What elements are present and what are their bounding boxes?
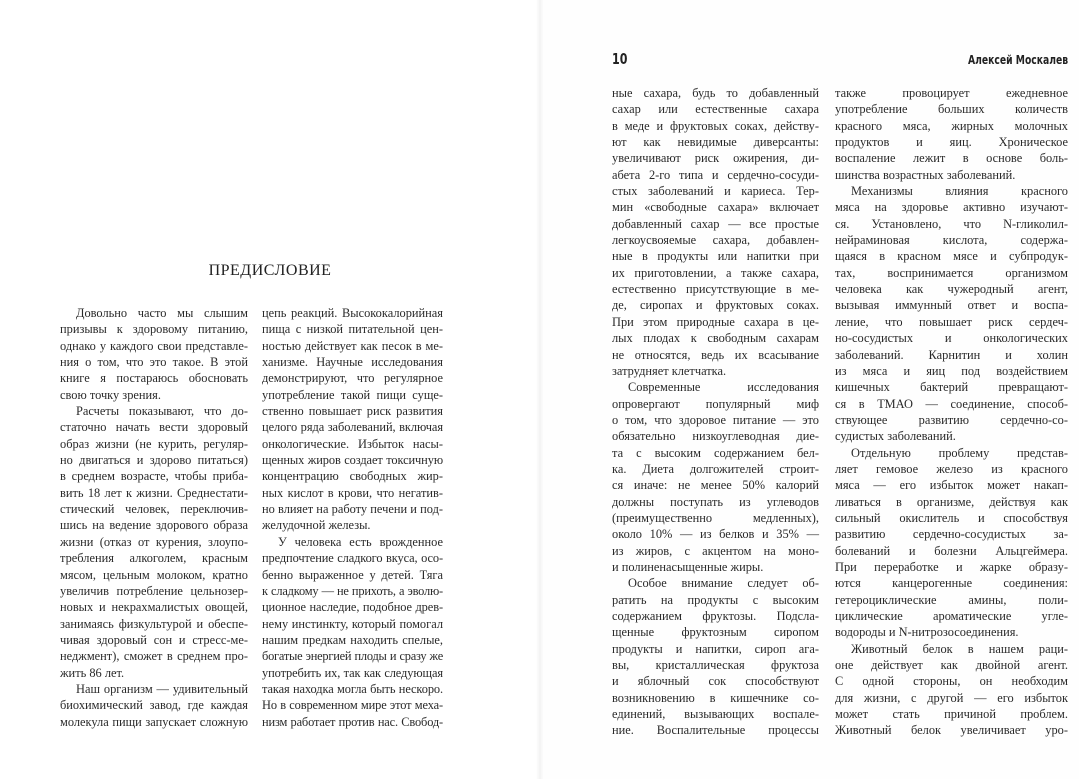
text-line bbox=[612, 722, 819, 738]
text-line-content: ся в ТМАО — соединение, способ- bbox=[835, 396, 1068, 411]
text-line bbox=[60, 354, 248, 370]
text-line bbox=[612, 167, 819, 183]
text-line-content: целого ряда заболеваний, включая bbox=[262, 420, 443, 435]
text-line-content: должны поступать из углеводов bbox=[612, 494, 819, 509]
text-line-content: в среднем возрасте, чтобы приба- bbox=[60, 469, 248, 484]
text-line-content: свою точку зрения. bbox=[60, 387, 161, 402]
text-line bbox=[835, 706, 1068, 722]
text-line bbox=[612, 183, 819, 199]
text-line bbox=[262, 321, 443, 337]
text-line bbox=[835, 445, 1068, 461]
text-line bbox=[262, 387, 443, 403]
text-line bbox=[612, 673, 819, 689]
text-line-content: продуктов и яиц. Хроническое bbox=[835, 135, 1068, 150]
text-line-content: Но в современном мире этот меха- bbox=[262, 698, 443, 713]
text-line bbox=[60, 567, 248, 583]
text-line bbox=[262, 697, 443, 713]
text-line bbox=[60, 517, 248, 533]
text-line bbox=[835, 657, 1068, 673]
text-line bbox=[60, 436, 248, 452]
text-line bbox=[60, 616, 248, 632]
text-line-content: опровергают популярный миф bbox=[612, 396, 819, 411]
text-line bbox=[612, 657, 819, 673]
text-line bbox=[60, 648, 248, 664]
text-line bbox=[60, 501, 248, 517]
text-line bbox=[262, 616, 443, 632]
text-line bbox=[262, 452, 443, 468]
text-line bbox=[612, 118, 819, 134]
text-line bbox=[612, 445, 819, 461]
text-line-content: о том, что здоровое питание — это bbox=[612, 412, 819, 427]
text-line bbox=[60, 485, 248, 501]
text-line bbox=[835, 526, 1068, 542]
text-line-content: однако у каждого свои представле- bbox=[60, 338, 248, 353]
text-line-content: затрудняет клетчатка. bbox=[612, 363, 727, 378]
text-line-content: но двигаться и здорово питаться) bbox=[60, 453, 248, 468]
text-line-content: онкологические. Избыток насы- bbox=[262, 436, 443, 451]
text-line-content: и полиненасыщенные жиры. bbox=[612, 559, 764, 574]
text-line bbox=[835, 461, 1068, 477]
text-line bbox=[612, 379, 819, 395]
text-line-content: мяса — его избыток может накап- bbox=[835, 478, 1068, 493]
text-line bbox=[612, 477, 819, 493]
text-line bbox=[262, 419, 443, 435]
text-line-content: ные сахара, будь то добавленный bbox=[612, 86, 819, 100]
text-line bbox=[835, 412, 1068, 428]
text-line bbox=[262, 599, 443, 615]
text-line-content: (преимущественно медленных), bbox=[612, 510, 819, 525]
text-line bbox=[835, 85, 1068, 101]
text-line bbox=[60, 403, 248, 419]
text-line bbox=[612, 575, 819, 591]
text-line-content: легкоусвояемые сахара, добавлен- bbox=[612, 233, 819, 248]
chapter-title: ПРЕДИСЛОВИЕ bbox=[208, 262, 332, 279]
text-line bbox=[835, 543, 1068, 559]
text-line-content: такая находка могла быть нескоро. bbox=[262, 681, 443, 696]
text-line-content: циклические ароматические угле- bbox=[835, 609, 1068, 623]
text-line bbox=[612, 396, 819, 412]
text-line-content: человека как чужеродный агент, bbox=[835, 282, 1068, 297]
text-line bbox=[60, 665, 248, 681]
text-line-content: абета 2-го типа и сердечно-сосуди- bbox=[612, 167, 819, 182]
text-line-content: книге я постараюсь обосновать bbox=[60, 371, 248, 386]
text-line-content: ление, что повышает риск сердеч- bbox=[835, 314, 1068, 329]
text-line bbox=[262, 403, 443, 419]
text-line bbox=[612, 314, 819, 330]
text-line-content: около 10% — из белков и 35% — bbox=[612, 527, 819, 542]
text-line-content: обязательно низкоуглеводная дие- bbox=[612, 429, 819, 444]
text-line-content: богатые энергией плоды и сразу же bbox=[262, 649, 443, 664]
text-line bbox=[835, 118, 1068, 134]
text-line bbox=[612, 412, 819, 428]
text-line-content: демонстрируют, что регулярное bbox=[262, 371, 443, 386]
text-line-content: ционное наследие, подобное древ- bbox=[262, 600, 443, 615]
text-line bbox=[612, 690, 819, 706]
text-line bbox=[262, 436, 443, 452]
text-line bbox=[612, 134, 819, 150]
text-line bbox=[60, 321, 248, 337]
text-column-right-1 bbox=[612, 85, 819, 739]
text-line-content: При этом природные сахара в це- bbox=[612, 314, 819, 329]
text-line bbox=[835, 199, 1068, 215]
text-line bbox=[835, 575, 1068, 591]
text-line bbox=[60, 305, 248, 321]
text-line bbox=[60, 599, 248, 615]
text-line bbox=[60, 370, 248, 386]
text-line-content: вызывая иммунный ответ и воспа- bbox=[835, 298, 1068, 313]
text-line bbox=[60, 714, 248, 730]
text-line bbox=[835, 592, 1068, 608]
text-line-content: сахар или естественные сахара bbox=[612, 102, 819, 117]
text-line bbox=[612, 592, 819, 608]
text-line bbox=[835, 297, 1068, 313]
text-line-content: не относятся, ведь их всасывание bbox=[612, 347, 819, 362]
text-line-content: стых заболеваний и кариеса. Тер- bbox=[612, 184, 819, 199]
text-line-content: Довольно часто мы слышим bbox=[76, 306, 248, 320]
text-line bbox=[612, 510, 819, 526]
text-line-content: употребить их, так как следующая bbox=[262, 665, 443, 680]
text-line bbox=[612, 265, 819, 281]
text-line-content: мяса на здоровье активно изучают- bbox=[835, 200, 1068, 215]
text-line-content: требления алкоголем, красным bbox=[60, 551, 248, 566]
text-line-content: неджмент), сможет в среднем про- bbox=[60, 649, 248, 664]
text-line-content: цепь реакций. Высококалорийная bbox=[262, 306, 443, 320]
text-line bbox=[612, 330, 819, 346]
text-line bbox=[835, 559, 1068, 575]
text-line-content: употребление больших количеств bbox=[835, 102, 1068, 117]
text-line-content: низм работает против нас. Свобод- bbox=[262, 714, 443, 729]
text-line bbox=[612, 363, 819, 379]
text-line-content: из жиров, с акцентом на моно- bbox=[612, 543, 819, 558]
text-line-content: может стать причиной проблем. bbox=[835, 707, 1068, 722]
text-line-content: желудочной железы. bbox=[262, 518, 371, 533]
text-line bbox=[60, 452, 248, 468]
text-line bbox=[612, 232, 819, 248]
text-line-content: из мяса и яиц под воздействием bbox=[835, 363, 1068, 378]
running-header-author: Алексей Москалев bbox=[967, 52, 1068, 67]
text-line bbox=[612, 706, 819, 722]
text-line-content: ратить на продукты с высоким bbox=[612, 592, 819, 607]
text-line-content: но-сосудистых и онкологических bbox=[835, 331, 1068, 346]
text-line bbox=[835, 722, 1068, 738]
text-line-content: новых и некрахмалистых овощей, bbox=[60, 600, 248, 615]
text-line bbox=[835, 379, 1068, 395]
text-line bbox=[612, 526, 819, 542]
text-line-content: болеваний и болезни Альцгеймера. bbox=[835, 543, 1068, 558]
text-line-content: статочно начать вести здоровый bbox=[60, 420, 248, 435]
text-line-content: Отдельную проблему представ- bbox=[851, 445, 1068, 460]
text-line-content: ются канцерогенные соединения: bbox=[835, 576, 1068, 591]
text-line-content: ливаться в организме, действуя как bbox=[835, 494, 1068, 509]
text-line-content: мин «свободные сахара» включает bbox=[612, 200, 819, 215]
text-line bbox=[612, 216, 819, 232]
text-line bbox=[835, 363, 1068, 379]
text-line-content: увеличив потребление цельнозер- bbox=[60, 583, 248, 598]
text-column-right-2 bbox=[835, 85, 1068, 739]
text-line-content: развитию сердечно-сосудистых за- bbox=[835, 527, 1068, 542]
text-line-content: в меде и фруктовых соках, действу- bbox=[612, 118, 819, 133]
text-line-content: чивая здоровый сон и стресс-ме- bbox=[60, 632, 248, 647]
text-line bbox=[612, 347, 819, 363]
text-line-content: Современные исследования bbox=[628, 380, 819, 395]
text-line bbox=[835, 510, 1068, 526]
text-line bbox=[612, 624, 819, 640]
text-line bbox=[612, 199, 819, 215]
text-line-content: ных кислот в крови, что негатив- bbox=[262, 485, 443, 500]
book-spine bbox=[536, 0, 544, 779]
text-line bbox=[835, 641, 1068, 657]
text-line bbox=[835, 477, 1068, 493]
text-line bbox=[60, 419, 248, 435]
text-line bbox=[835, 281, 1068, 297]
text-line bbox=[262, 485, 443, 501]
text-line bbox=[60, 387, 248, 403]
text-line-content: Наш организм — удивительный bbox=[76, 681, 248, 696]
text-line bbox=[612, 281, 819, 297]
text-column-left-2 bbox=[262, 305, 443, 730]
text-line-content: жизни (отказ от курения, злоупо- bbox=[60, 534, 248, 549]
text-line bbox=[60, 468, 248, 484]
text-line-content: лых плодах к свободным сахарам bbox=[612, 331, 819, 346]
text-line bbox=[835, 314, 1068, 330]
text-line bbox=[835, 330, 1068, 346]
page-number: 10 bbox=[612, 50, 628, 68]
text-line bbox=[262, 583, 443, 599]
text-line bbox=[60, 550, 248, 566]
text-line-content: де, сиропах и фруктовых соках. bbox=[612, 298, 819, 313]
text-line-content: У человека есть врожденное bbox=[278, 534, 443, 549]
text-line bbox=[612, 543, 819, 559]
text-line-content: сильный окислитель и способствуя bbox=[835, 510, 1068, 525]
text-line-content: но влияет на работу печени и под- bbox=[262, 502, 443, 517]
text-line-content: бенно выраженное у детей. Тяга bbox=[262, 567, 443, 582]
text-line-content: продукты и напитки, сироп ага- bbox=[612, 641, 819, 656]
text-line bbox=[262, 567, 443, 583]
text-line-content: нему инстинкту, который помогал bbox=[262, 616, 443, 631]
text-line bbox=[262, 534, 443, 550]
text-line-content: Механизмы влияния красного bbox=[851, 184, 1068, 199]
text-line-content: жить 86 лет. bbox=[60, 665, 125, 680]
text-line-content: вы, кристаллическая фруктоза bbox=[612, 658, 819, 673]
text-line-content: возникновению в кишечнике со- bbox=[612, 690, 819, 705]
text-line-content: их приготовлении, а также сахара, bbox=[612, 265, 819, 280]
text-line-content: ханизме. Научные исследования bbox=[262, 355, 443, 370]
text-line bbox=[60, 583, 248, 599]
text-line bbox=[835, 216, 1068, 232]
text-line-content: щаяся в красном мясе и субпродук- bbox=[835, 249, 1068, 264]
text-line-content: и яблочный сок способствуют bbox=[612, 674, 819, 689]
text-line-content: стический человек, переключив- bbox=[60, 502, 248, 517]
text-line-content: образ жизни (не курить, регуляр- bbox=[60, 436, 248, 451]
text-line bbox=[835, 428, 1068, 444]
text-line bbox=[262, 517, 443, 533]
text-line-content: ствующее развитию сердечно-со- bbox=[835, 412, 1068, 427]
text-line-content: Животный белок в нашем раци- bbox=[851, 641, 1068, 656]
text-line bbox=[262, 714, 443, 730]
text-line-content: пища с низкой питательной цен- bbox=[262, 322, 443, 337]
text-line-content: гетероциклические амины, поли- bbox=[835, 592, 1068, 607]
text-line-content: биохимический завод, где каждая bbox=[60, 698, 248, 713]
text-line-content: щенных жиров создает токсичную bbox=[262, 453, 443, 468]
text-line bbox=[612, 494, 819, 510]
text-line-content: также провоцирует ежедневное bbox=[835, 86, 1068, 100]
text-line-content: нашим предкам находить спелые, bbox=[262, 632, 443, 647]
text-line bbox=[60, 697, 248, 713]
text-line bbox=[835, 150, 1068, 166]
text-line-content: тах, воспринимается организмом bbox=[835, 265, 1068, 280]
text-line-content: ляет гемовое железо из красного bbox=[835, 461, 1068, 476]
text-line bbox=[262, 305, 443, 321]
text-line-content: мясом, цельным молоком, кратно bbox=[60, 567, 248, 582]
text-line-content: содержанием фруктозы. Подсла- bbox=[612, 609, 819, 623]
text-line-content: заболеваний. Карнитин и холин bbox=[835, 347, 1068, 362]
text-line-content: занимаясь физкультурой и обеспе- bbox=[60, 616, 248, 631]
text-line bbox=[262, 632, 443, 648]
text-line-content: молекула пищи запускает сложную bbox=[60, 714, 248, 729]
text-line-content: предпочтение сладкого вкуса, осо- bbox=[262, 551, 443, 566]
text-line bbox=[835, 167, 1068, 183]
text-line-content: оне действует как двойной агент. bbox=[835, 658, 1068, 673]
text-line bbox=[262, 370, 443, 386]
text-line-content: Расчеты показывают, что до- bbox=[76, 404, 248, 419]
text-line-content: увеличивают риск ожирения, ди- bbox=[612, 151, 819, 166]
text-line bbox=[612, 641, 819, 657]
text-line-content: шись на ведение здорового образа bbox=[60, 518, 248, 533]
text-line bbox=[60, 632, 248, 648]
text-line-content: ся иначе: не менее 50% калорий bbox=[612, 478, 819, 493]
text-line-content: щенные фруктозным сиропом bbox=[612, 625, 819, 640]
text-line-content: ностью действует как песок в ме- bbox=[262, 338, 443, 353]
text-line bbox=[262, 665, 443, 681]
text-line-content: ся. Установлено, что N-гликолил- bbox=[835, 216, 1068, 231]
text-line-content: для жизни, с другой — его избыток bbox=[835, 690, 1068, 705]
text-line bbox=[835, 494, 1068, 510]
text-line bbox=[60, 338, 248, 354]
text-line-content: водороды и N-нитрозосоединения. bbox=[835, 625, 1019, 640]
text-line-content: к сладкому — не прихоть, а эволю- bbox=[262, 583, 443, 598]
text-line-content: добавленный сахар — все простые bbox=[612, 216, 819, 231]
text-line-content: естественно присутствующие в ме- bbox=[612, 282, 819, 297]
text-line-content: ные в продукты или напитки при bbox=[612, 249, 819, 264]
text-line bbox=[60, 534, 248, 550]
text-line bbox=[262, 550, 443, 566]
text-line bbox=[835, 248, 1068, 264]
text-line bbox=[612, 248, 819, 264]
text-line bbox=[835, 232, 1068, 248]
text-line bbox=[612, 297, 819, 313]
text-line bbox=[835, 608, 1068, 624]
text-line bbox=[835, 347, 1068, 363]
text-line bbox=[612, 559, 819, 575]
text-line-content: ют как невидимые диверсанты: bbox=[612, 135, 819, 150]
text-line bbox=[835, 183, 1068, 199]
text-line-content: та с высоким содержанием бел- bbox=[612, 445, 819, 460]
text-line-content: Животный белок увеличивает уро- bbox=[835, 723, 1068, 738]
text-line bbox=[612, 150, 819, 166]
text-line-content: воспаление лежит в основе боль- bbox=[835, 151, 1068, 166]
text-line bbox=[835, 690, 1068, 706]
text-line-content: ния о том, что это такое. В этой bbox=[60, 355, 248, 370]
text-line-content: единений, вызывающих воспале- bbox=[612, 707, 819, 722]
text-line-content: красного мяса, жирных молочных bbox=[835, 118, 1068, 133]
text-line-content: вить 18 лет к жизни. Среднестати- bbox=[60, 485, 248, 500]
text-line bbox=[835, 101, 1068, 117]
text-line bbox=[262, 338, 443, 354]
text-line-content: При переработке и жарке образу- bbox=[835, 559, 1068, 574]
text-column-left-1 bbox=[60, 305, 248, 730]
text-line bbox=[262, 681, 443, 697]
text-line bbox=[262, 501, 443, 517]
text-line bbox=[612, 608, 819, 624]
text-line bbox=[612, 85, 819, 101]
text-line-content: употребление такой пищи суще- bbox=[262, 387, 443, 402]
text-line-content: Особое внимание следует об- bbox=[628, 576, 819, 591]
text-line bbox=[835, 673, 1068, 689]
text-line-content: концентрацию свободных жир- bbox=[262, 469, 443, 484]
text-line bbox=[262, 468, 443, 484]
text-line-content: С одной стороны, он необходим bbox=[835, 674, 1068, 689]
text-line-content: ственно повышает риск развития bbox=[262, 404, 443, 419]
text-line bbox=[835, 396, 1068, 412]
text-line-content: нейраминовая кислота, содержа- bbox=[835, 233, 1068, 248]
text-line-content: ние. Воспалительные процессы bbox=[612, 723, 819, 738]
text-line-content: шинства возрастных заболеваний. bbox=[835, 167, 1016, 182]
text-line bbox=[612, 461, 819, 477]
text-line-content: судистых заболеваний. bbox=[835, 429, 956, 444]
text-line bbox=[262, 648, 443, 664]
text-line bbox=[612, 101, 819, 117]
text-line bbox=[60, 681, 248, 697]
text-line-content: ка. Диета долгожителей строит- bbox=[612, 461, 819, 476]
text-line-content: призывы к здоровому питанию, bbox=[60, 322, 248, 337]
text-line-content: кишечных бактерий превращают- bbox=[835, 380, 1068, 395]
text-line bbox=[835, 624, 1068, 640]
text-line bbox=[835, 265, 1068, 281]
text-line bbox=[612, 428, 819, 444]
text-line bbox=[835, 134, 1068, 150]
text-line bbox=[262, 354, 443, 370]
